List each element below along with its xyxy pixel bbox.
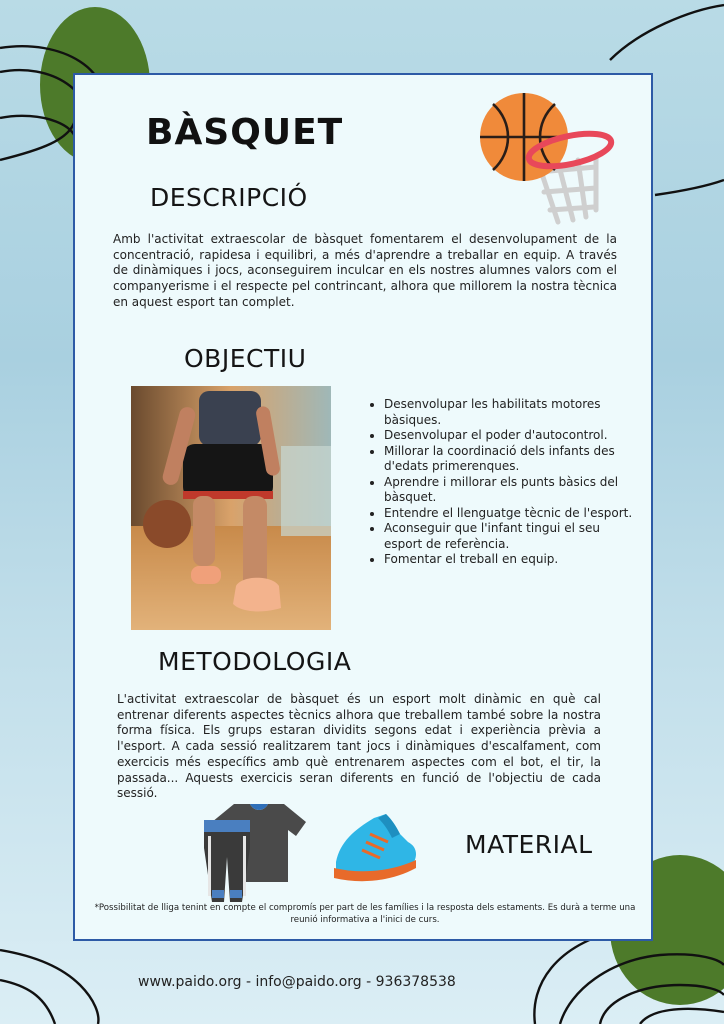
list-item: • Aconseguir que l'infant tingui el seu esport de referència. [384, 521, 634, 552]
list-item: • Desenvolupar les habilitats motores bàsiques. [384, 397, 634, 428]
page-title: BÀSQUET [146, 112, 344, 153]
footer-contact: www.paido.org - info@paido.org - 936378538 [138, 974, 456, 990]
section-heading-material: MATERIAL [465, 830, 593, 859]
basketball-hoop-icon [478, 92, 618, 232]
description-text: Amb l'activitat extraescolar de bàsquet fomentarem el desenvolupament de la concentració, rapidesa i equilibri, a més d'aprendre a treballar en equip. A través de dinàmiques i jocs, aconseguirem inculcar en els nostres alumnes valors com el companyerisme i el respecte pel contrincant, alhora que millorem la nostra tècnica en aquest esport tan complet. [113, 232, 617, 309]
footnote: *Possibilitat de lliga tenint en compte el compromís per part de les famílies i la resposta dels estaments. Es durà a terme una reunió informativa a l'inici de curs. [94, 903, 636, 925]
sneaker-icon [330, 812, 418, 886]
list-item: • Fomentar el treball en equip. [384, 552, 634, 568]
list-item: • Desenvolupar el poder d'autocontrol. [384, 428, 634, 444]
section-heading-methodology: METODOLOGIA [158, 647, 352, 676]
list-item: • Millorar la coordinació dels infants des d'edats primerenques. [384, 444, 634, 475]
methodology-text: L'activitat extraescolar de bàsquet és un esport molt dinàmic en què cal entrenar diferents aspectes tècnics alhora que treballem també sobre la nostra forma física. Els grups estaran dividits segons edat i experiència prèvia a l'esport. A cada sessió realitzarem tant jocs i dinàmiques d'escalfament, com exercicis més específics amb què entrenarem aspectes com el bot, el tir, la passada... Aquests exercicis seran diferents en funció de l'objectiu de cada sessió. [117, 692, 601, 801]
basketball-player-photo [131, 386, 331, 630]
list-item: • Entendre el llenguatge tècnic de l'esport. [384, 506, 634, 522]
objectives-list [367, 397, 634, 568]
section-heading-description: DESCRIPCIÓ [150, 183, 308, 212]
list-item: • Aprendre i millorar els punts bàsics del bàsquet. [384, 475, 634, 506]
section-heading-objective: OBJECTIU [184, 344, 307, 373]
sportswear-icon [202, 802, 308, 904]
